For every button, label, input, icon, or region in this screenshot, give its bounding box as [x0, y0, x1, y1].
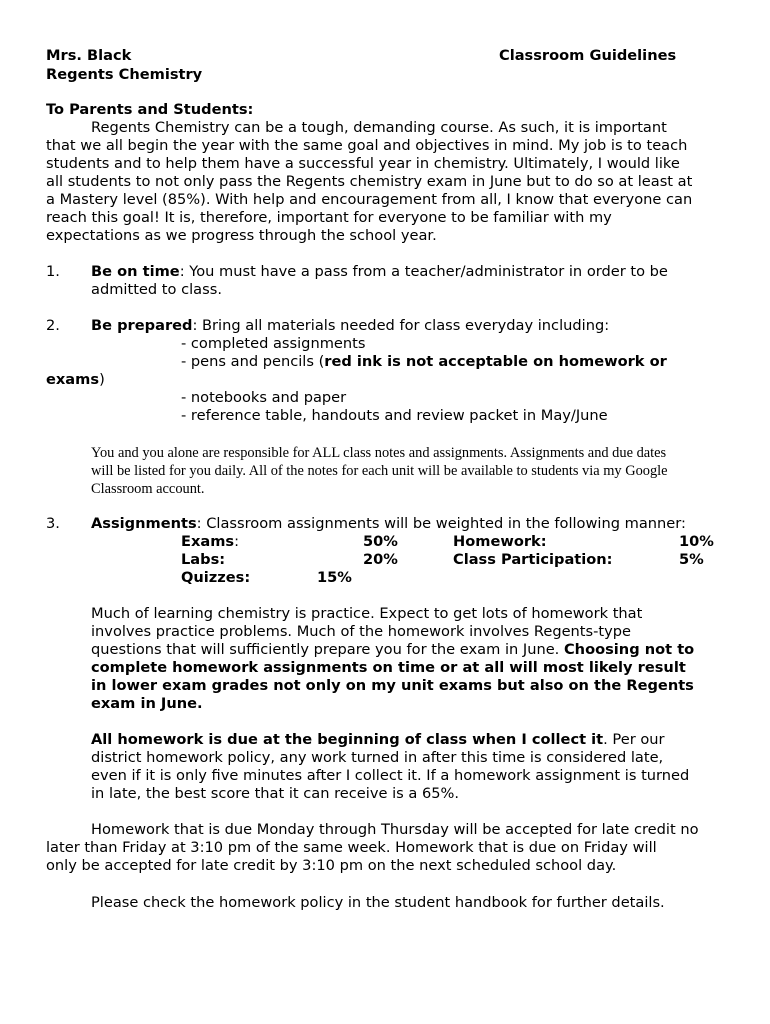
weight-homework-label: Homework:	[453, 533, 547, 550]
item3-line	[91, 515, 686, 533]
due-policy-line: district homework policy, any work turned in after this time is considered late,	[91, 749, 664, 766]
item2-heading: Be prepared	[91, 317, 193, 334]
item1-text: : You must have a pass from a teacher/administrator in order to be	[179, 263, 668, 280]
weight-exams-value: 50%	[363, 533, 398, 550]
practice-paragraph-line: involves practice problems. Much of the homework involves Regents-type	[91, 623, 631, 640]
teacher-name: Mrs. Black	[46, 47, 132, 64]
item2-intro: : Bring all materials needed for class everyday including:	[192, 317, 610, 334]
intro-line: reach this goal! It is, therefore, important for everyone to be familiar with my	[46, 209, 612, 226]
intro-line: Regents Chemistry can be a tough, demanding course. As such, it is important	[91, 119, 667, 136]
materials-item: - notebooks and paper	[181, 389, 347, 406]
practice-text: questions that will sufficiently prepare you for the exam in June.	[91, 641, 564, 658]
exams-label: Exams	[181, 533, 235, 550]
due-policy-line: in late, the best score that it can receive is a 65%.	[91, 785, 460, 802]
intro-line: students and to help them have a successful year in chemistry. Ultimately, I would like	[46, 155, 680, 172]
item3-intro: : Classroom assignments will be weighted in the following manner:	[196, 515, 686, 532]
practice-paragraph-line: Much of learning chemistry is practice. Expect to get lots of homework that	[91, 605, 643, 622]
intro-line: all students to not only pass the Regents chemistry exam in June but to do so at least at	[46, 173, 693, 190]
item1-heading: Be on time	[91, 263, 180, 280]
materials-item: - reference table, handouts and review packet in May/June	[181, 407, 608, 424]
due-policy-heading: All homework is due at the beginning of class when I collect it	[91, 731, 604, 748]
due-policy-line	[91, 731, 665, 749]
intro-line: expectations as we progress through the school year.	[46, 227, 437, 244]
practice-warning-line: complete homework assignments on time or at all will most likely result	[91, 659, 686, 676]
due-policy-line: even if it is only five minutes after I collect it. If a homework assignment is turned	[91, 767, 690, 784]
weight-exams-label	[181, 533, 239, 551]
materials-item: - completed assignments	[181, 335, 366, 352]
weight-labs-label: Labs:	[181, 551, 226, 568]
responsibility-note-line: Classroom account.	[91, 481, 205, 497]
practice-warning-line: exam in June.	[91, 695, 203, 712]
materials-item	[181, 353, 667, 371]
materials-text: - pens and pencils (	[181, 353, 325, 370]
late-credit-line: later than Friday at 3:10 pm of the same week. Homework that is due on Friday will	[46, 839, 657, 856]
weight-quizzes-label: Quizzes:	[181, 569, 251, 586]
materials-paren: )	[99, 371, 105, 388]
item-number: 3.	[46, 515, 60, 532]
weight-participation-value: 5%	[679, 551, 704, 568]
item-number: 2.	[46, 317, 60, 334]
practice-warning-line: in lower exam grades not only on my unit exams but also on the Regents	[91, 677, 694, 694]
item1-line	[91, 263, 668, 281]
responsibility-note-line: will be listed for you daily. All of the notes for each unit will be available to students via my Google	[91, 463, 668, 479]
item-number: 1.	[46, 263, 60, 280]
item1-text-cont: admitted to class.	[91, 281, 222, 298]
materials-warning: red ink is not acceptable on homework or	[324, 353, 667, 370]
intro-line: a Mastery level (85%). With help and encouragement from all, I know that everyone can	[46, 191, 693, 208]
item2-line	[91, 317, 609, 335]
responsibility-note-line: You and you alone are responsible for ALL class notes and assignments. Assignments and due dates	[91, 445, 667, 461]
exams-colon: :	[234, 533, 240, 550]
course-name: Regents Chemistry	[46, 66, 203, 83]
late-credit-line: only be accepted for late credit by 3:10 pm on the next scheduled school day.	[46, 857, 617, 874]
intro-line: that we all begin the year with the same goal and objectives in mind. My job is to teach	[46, 137, 688, 154]
practice-paragraph-line	[91, 641, 694, 659]
weight-participation-label: Class Participation:	[453, 551, 613, 568]
handbook-note: Please check the homework policy in the student handbook for further details.	[91, 894, 665, 911]
weight-homework-value: 10%	[679, 533, 714, 550]
weight-quizzes-value: 15%	[317, 569, 352, 586]
weight-labs-value: 20%	[363, 551, 398, 568]
document-title: Classroom Guidelines	[499, 47, 677, 64]
due-policy-text: . Per our	[603, 731, 665, 748]
practice-warning: Choosing not to	[563, 641, 695, 658]
item3-heading: Assignments	[91, 515, 197, 532]
materials-warning-cont: exams	[46, 371, 100, 388]
late-credit-line: Homework that is due Monday through Thursday will be accepted for late credit no	[91, 821, 699, 838]
salutation: To Parents and Students:	[46, 101, 254, 118]
materials-item-cont	[46, 371, 105, 389]
